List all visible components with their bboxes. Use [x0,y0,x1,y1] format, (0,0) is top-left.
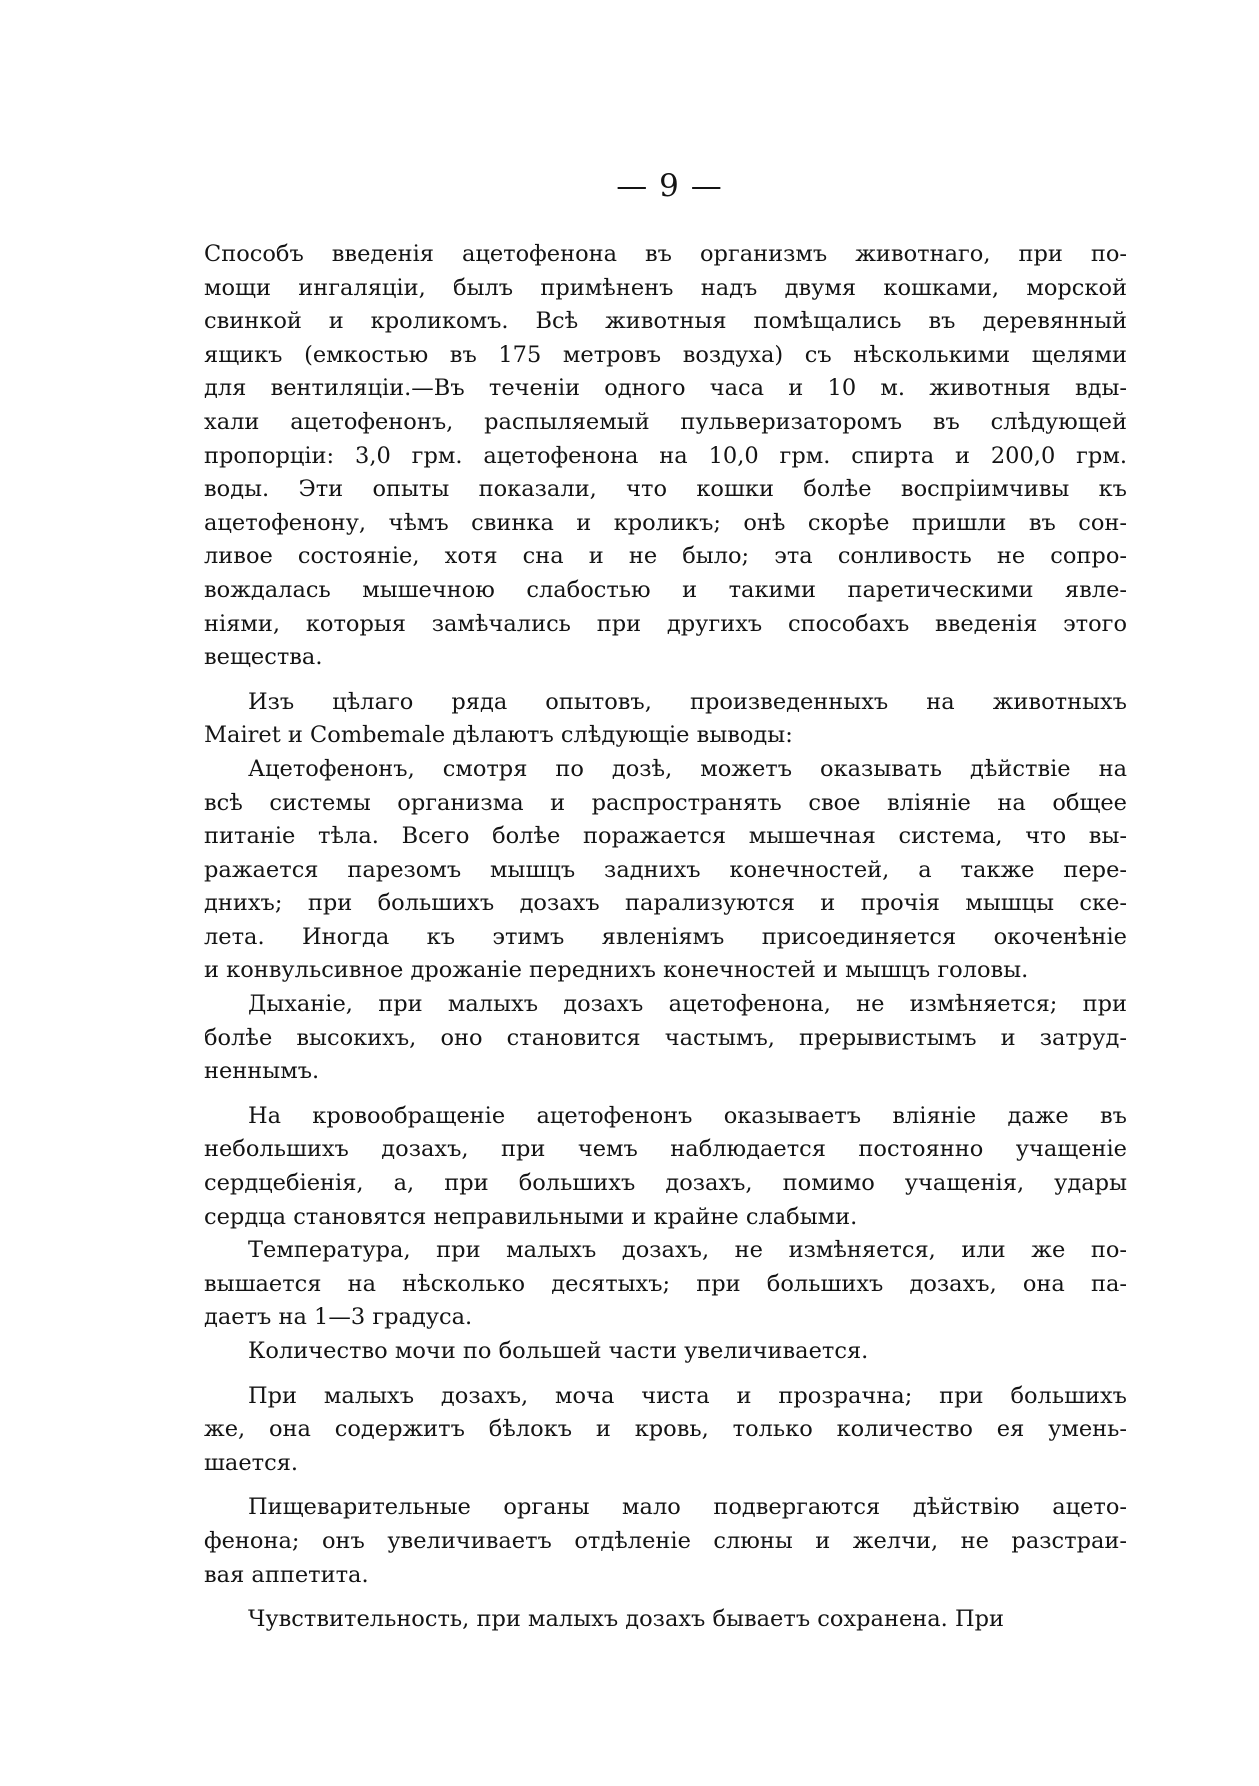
text-line: ніями, которыя замѣчались при другихъ способахъ введенія этого [204,610,1127,637]
text-line: днихъ; при большихъ дозахъ парализуются и прочія мышцы ске- [204,890,1127,917]
paragraph [204,1335,1127,1369]
paragraph [204,1603,1127,1637]
text-line: мощи ингаляціи, былъ примѣненъ надъ двумя кошками, морской [204,274,1127,301]
text-line: Изъ цѣлаго ряда опытовъ, произведенныхъ на животныхъ [248,688,1127,715]
paragraph [204,988,1127,1089]
text-line: вышается на нѣсколько десятыхъ; при большихъ дозахъ, она па- [204,1270,1127,1297]
text-line: сердцебіенія, а, при большихъ дозахъ, помимо учащенія, удары [204,1170,1127,1197]
text-line: для вентиляціи.—Въ теченіи одного часа и 10 м. животныя вды- [204,375,1127,402]
paragraph [204,686,1127,753]
text-line: питаніе тѣла. Всего болѣе поражается мышечная система, что вы- [204,823,1127,850]
text-line: сердца становятся неправильными и крайне слабыми. [204,1203,858,1230]
text-line: вещества. [204,644,323,671]
text-line: вая аппетита. [204,1561,369,1588]
paragraph [204,1380,1127,1481]
text-line: Количество мочи по большей части увеличивается. [248,1338,869,1364]
text-line: и конвульсивное дрожаніе переднихъ конечностей и мышцъ головы. [204,957,1029,984]
paragraph [204,1100,1127,1234]
text-line: ражается парезомъ мышцъ заднихъ конечностей, а также пере- [204,856,1127,883]
text-line: лета. Иногда къ этимъ явленіямъ присоединяется окоченѣніе [204,923,1127,950]
text-line: даетъ на 1—3 градуса. [204,1304,473,1331]
text-line: Температура, при малыхъ дозахъ, не измѣняется, или же по- [248,1237,1127,1264]
text-line: небольшихъ дозахъ, при чемъ наблюдается постоянно учащеніе [204,1136,1127,1163]
text-line: Ацетофенонъ, смотря по дозѣ, можетъ оказывать дѣйствіе на [248,755,1127,782]
text-line: пропорціи: 3,0 грм. ацетофенона на 10,0 грм. спирта и 200,0 грм. [204,442,1127,469]
text-line: Mairet и Combemale дѣлаютъ слѣдующіе выводы: [204,722,793,749]
text-line: вождалась мышечною слабостью и такими паретическими явле- [204,576,1127,603]
body-text [204,238,1127,1637]
text-line: ливое состояніе, хотя сна и не было; эта сонливость не сопро- [204,543,1127,570]
paragraph [204,238,1127,675]
text-line: всѣ системы организма и распространять свое вліяніе на общее [204,789,1127,816]
text-line: неннымъ. [204,1058,320,1085]
text-line: Дыханіе, при малыхъ дозахъ ацетофенона, не измѣняется; при [248,991,1127,1018]
text-line: же, она содержитъ бѣлокъ и кровь, только количество ея умень- [204,1416,1127,1443]
paragraph [204,753,1127,988]
text-line: Способъ введенія ацетофенона въ организмъ животнаго, при по- [204,241,1127,267]
text-line: воды. Эти опыты показали, что кошки болѣе воспріимчивы къ [204,476,1127,503]
text-line: ацетофенону, чѣмъ свинка и кроликъ; онѣ скорѣе пришли въ сон- [204,509,1127,536]
page-number: — 9 — [616,168,723,204]
paragraph [204,1491,1127,1592]
text-line: свинкой и кроликомъ. Всѣ животныя помѣщались въ деревянный [204,308,1127,335]
text-line: ящикъ (емкостью въ 175 метровъ воздуха) съ нѣсколькими щелями [204,341,1127,368]
paragraph [204,1234,1127,1335]
text-line: Пищеварительные органы мало подвергаются дѣйствію ацето- [248,1494,1127,1521]
text-line: На кровообращеніе ацетофенонъ оказываетъ вліяніе даже въ [248,1102,1127,1129]
text-line: При малыхъ дозахъ, моча чиста и прозрачна; при большихъ [248,1382,1127,1409]
text-line: фенона; онъ увеличиваетъ отдѣленіе слюны и желчи, не разстраи- [204,1527,1127,1554]
text-line: шается. [204,1449,299,1476]
text-line: болѣе высокихъ, оно становится частымъ, прерывистымъ и затруд- [204,1024,1127,1051]
text-line: Чувствительность, при малыхъ дозахъ бываетъ сохранена. При [248,1606,1004,1633]
text-line: хали ацетофенонъ, распыляемый пульверизаторомъ въ слѣдующей [204,408,1127,435]
